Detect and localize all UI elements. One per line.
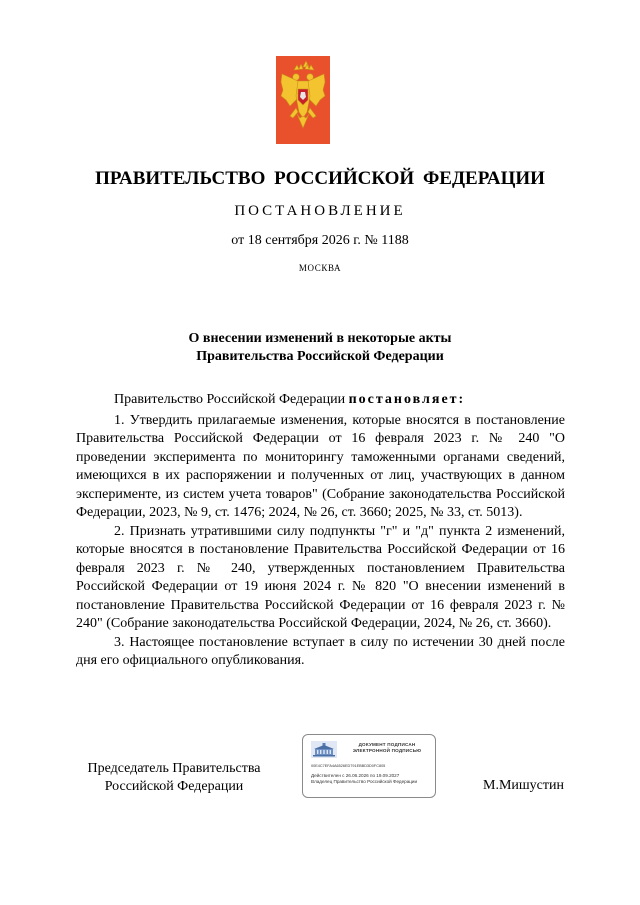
subject-line-2: Правительства Российской Федерации (196, 349, 444, 364)
document-date-number: от 18 сентября 2026 г. № 1188 (231, 233, 409, 248)
stamp-title-line-1: ДОКУМЕНТ ПОДПИСАН (358, 742, 416, 747)
document-body (76, 391, 565, 671)
stamp-owner: Владелец Правительство Российской Федерации (311, 779, 418, 784)
stamp-certificate-serial: 00E4C7EFA4A6526ED791EBBD3D0FC805 (311, 764, 386, 768)
stamp-title (341, 742, 433, 754)
signer-name: М.Мишустин (483, 778, 564, 793)
signer-position-line-2: Российской Федерации (104, 779, 244, 794)
decree-intro (76, 391, 565, 410)
organization-title: ПРАВИТЕЛЬСТВО РОССИЙСКОЙ ФЕДЕРАЦИИ (95, 168, 545, 189)
paragraph-3: 3. Настоящее постановление вступает в силу по истечении 30 дней после дня его официального опубликования. (76, 634, 565, 668)
decree-keyword: постановляет: (348, 392, 466, 407)
document-city: МОСКВА (298, 263, 342, 273)
paragraph-1: 1. Утвердить прилагаемые изменения, которые вносятся в постановление Правительства Российской Федерации от 16 февраля 2023 г. № 240 "О проведении эксперимента по мониторингу таможенными органами сведений, имеющихся в их распоряжении и полученных от лиц, участвующих в данном эксперименте, из систем учета товаров" (Собрание законодательства Российской Федерации, 2023, № 9, ст. 1476; 2024, № 26, ст. 3660; 2025, № 33, ст. 5013). (76, 412, 565, 520)
subject-line-1: О внесении изменений в некоторые акты (188, 331, 452, 346)
government-building-icon (311, 741, 337, 758)
signer-position (76, 760, 272, 796)
paragraph-2: 2. Признать утратившими силу подпункты "г" и "д" пункта 2 изменений, которые вносятся в постановление Правительства Российской Федерации от 16 февраля 2023 г. № 240, утвержденных постановлением Правительства Российской Федерации от 19 июня 2024 г. № 820 "О внесении изменений в постановление Правительства Российской Федерации от 16 февраля 2023 г. № 240" (Собрание законодательства Российской Федерации, 2024, № 26, ст. 3660). (76, 523, 565, 631)
decree-intro-text: Правительство Российской Федерации (114, 392, 349, 407)
signer-position-line-1: Председатель Правительства (87, 761, 261, 776)
document-subject (0, 330, 640, 366)
electronic-signature-stamp (302, 734, 436, 798)
document-type: ПОСТАНОВЛЕНИЕ (234, 203, 406, 219)
stamp-title-line-2: ЭЛЕКТРОННОЙ ПОДПИСЬЮ (352, 748, 422, 753)
coat-of-arms-icon (276, 56, 330, 144)
stamp-validity: Действителен с 26.06.2026 по 19.09.2027 (311, 773, 400, 778)
